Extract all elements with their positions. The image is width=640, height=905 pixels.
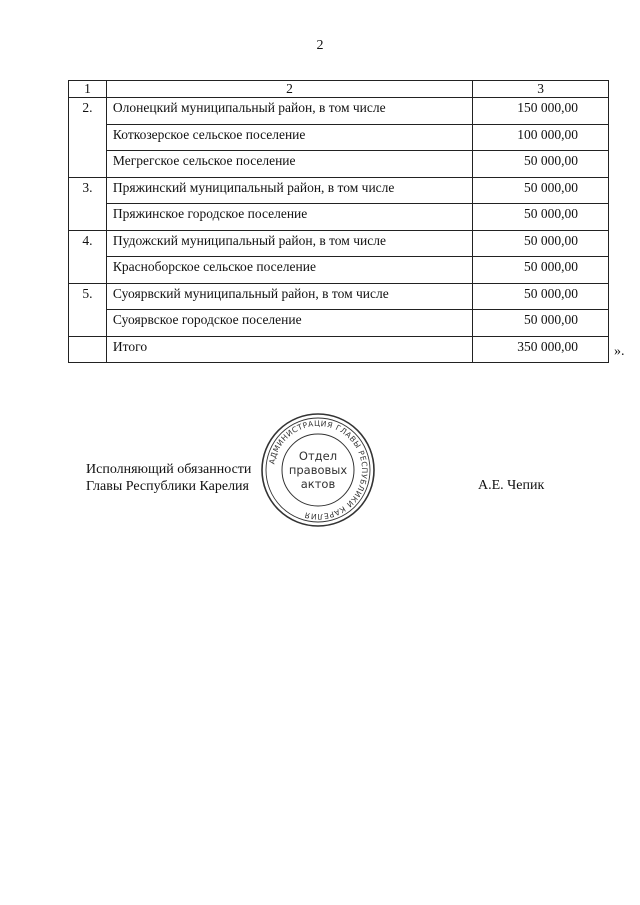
territory-name-cell: Пряжинский муниципальный район, в том числе	[106, 177, 472, 204]
signer-name: А.Е. Чепик	[478, 478, 545, 493]
table-row	[69, 230, 609, 257]
territory-name-cell: Суоярвский муниципальный район, в том числе	[106, 283, 472, 310]
table-row	[69, 177, 609, 204]
territory-name-cell: Пряжинское городское поселение	[106, 204, 472, 231]
territory-name-cell: Пудожский муниципальный район, в том числе	[106, 230, 472, 257]
table-header-row	[69, 81, 609, 98]
amount-cell: 50 000,00	[473, 230, 609, 257]
official-stamp	[258, 410, 378, 530]
total-row	[69, 336, 609, 363]
table-row	[69, 283, 609, 310]
header-col-2: 2	[106, 81, 472, 98]
signature-title-line-2: Главы Республики Карелия	[86, 479, 249, 494]
territory-name-cell: Мегрегское сельское поселение	[106, 151, 472, 178]
amount-cell: 50 000,00	[473, 204, 609, 231]
allocation-table	[68, 80, 609, 363]
table-row	[69, 98, 609, 125]
signature-title	[86, 461, 251, 495]
stamp-center-line-2: правовых	[288, 463, 348, 477]
row-number-cell: 3.	[69, 177, 107, 230]
amount-cell: 50 000,00	[473, 257, 609, 284]
row-number-cell: 4.	[69, 230, 107, 283]
header-col-1: 1	[69, 81, 107, 98]
row-number-cell: 2.	[69, 98, 107, 178]
row-number-cell: 5.	[69, 283, 107, 336]
header-col-3: 3	[473, 81, 609, 98]
amount-cell: 50 000,00	[473, 151, 609, 178]
stamp-center-line-1: Отдел	[298, 449, 338, 463]
table-row	[69, 151, 609, 178]
amount-cell: 150 000,00	[473, 98, 609, 125]
signature-title-line-1: Исполняющий обязанности	[86, 462, 252, 477]
amount-cell: 50 000,00	[473, 283, 609, 310]
table-row	[69, 124, 609, 151]
closing-quote: ».	[614, 344, 625, 359]
stamp-center-line-3: актов	[300, 477, 336, 491]
total-amount-cell: 350 000,00	[473, 336, 609, 363]
table-row	[69, 204, 609, 231]
table-body	[69, 98, 609, 363]
territory-name-cell: Суоярвское городское поселение	[106, 310, 472, 337]
table-row	[69, 310, 609, 337]
amount-cell: 100 000,00	[473, 124, 609, 151]
territory-name-cell: Коткозерское сельское поселение	[106, 124, 472, 151]
amount-cell: 50 000,00	[473, 177, 609, 204]
stamp-ring-text: АДМИНИСТРАЦИЯ ГЛАВЫ РЕСПУБЛИКИ КАРЕЛИЯ	[267, 418, 370, 522]
territory-name-cell: Олонецкий муниципальный район, в том числе	[106, 98, 472, 125]
total-label-cell: Итого	[106, 336, 472, 363]
territory-name-cell: Красноборское сельское поселение	[106, 257, 472, 284]
table-row	[69, 257, 609, 284]
amount-cell: 50 000,00	[473, 310, 609, 337]
page-number: 2	[316, 38, 324, 53]
total-number-cell	[69, 336, 107, 363]
